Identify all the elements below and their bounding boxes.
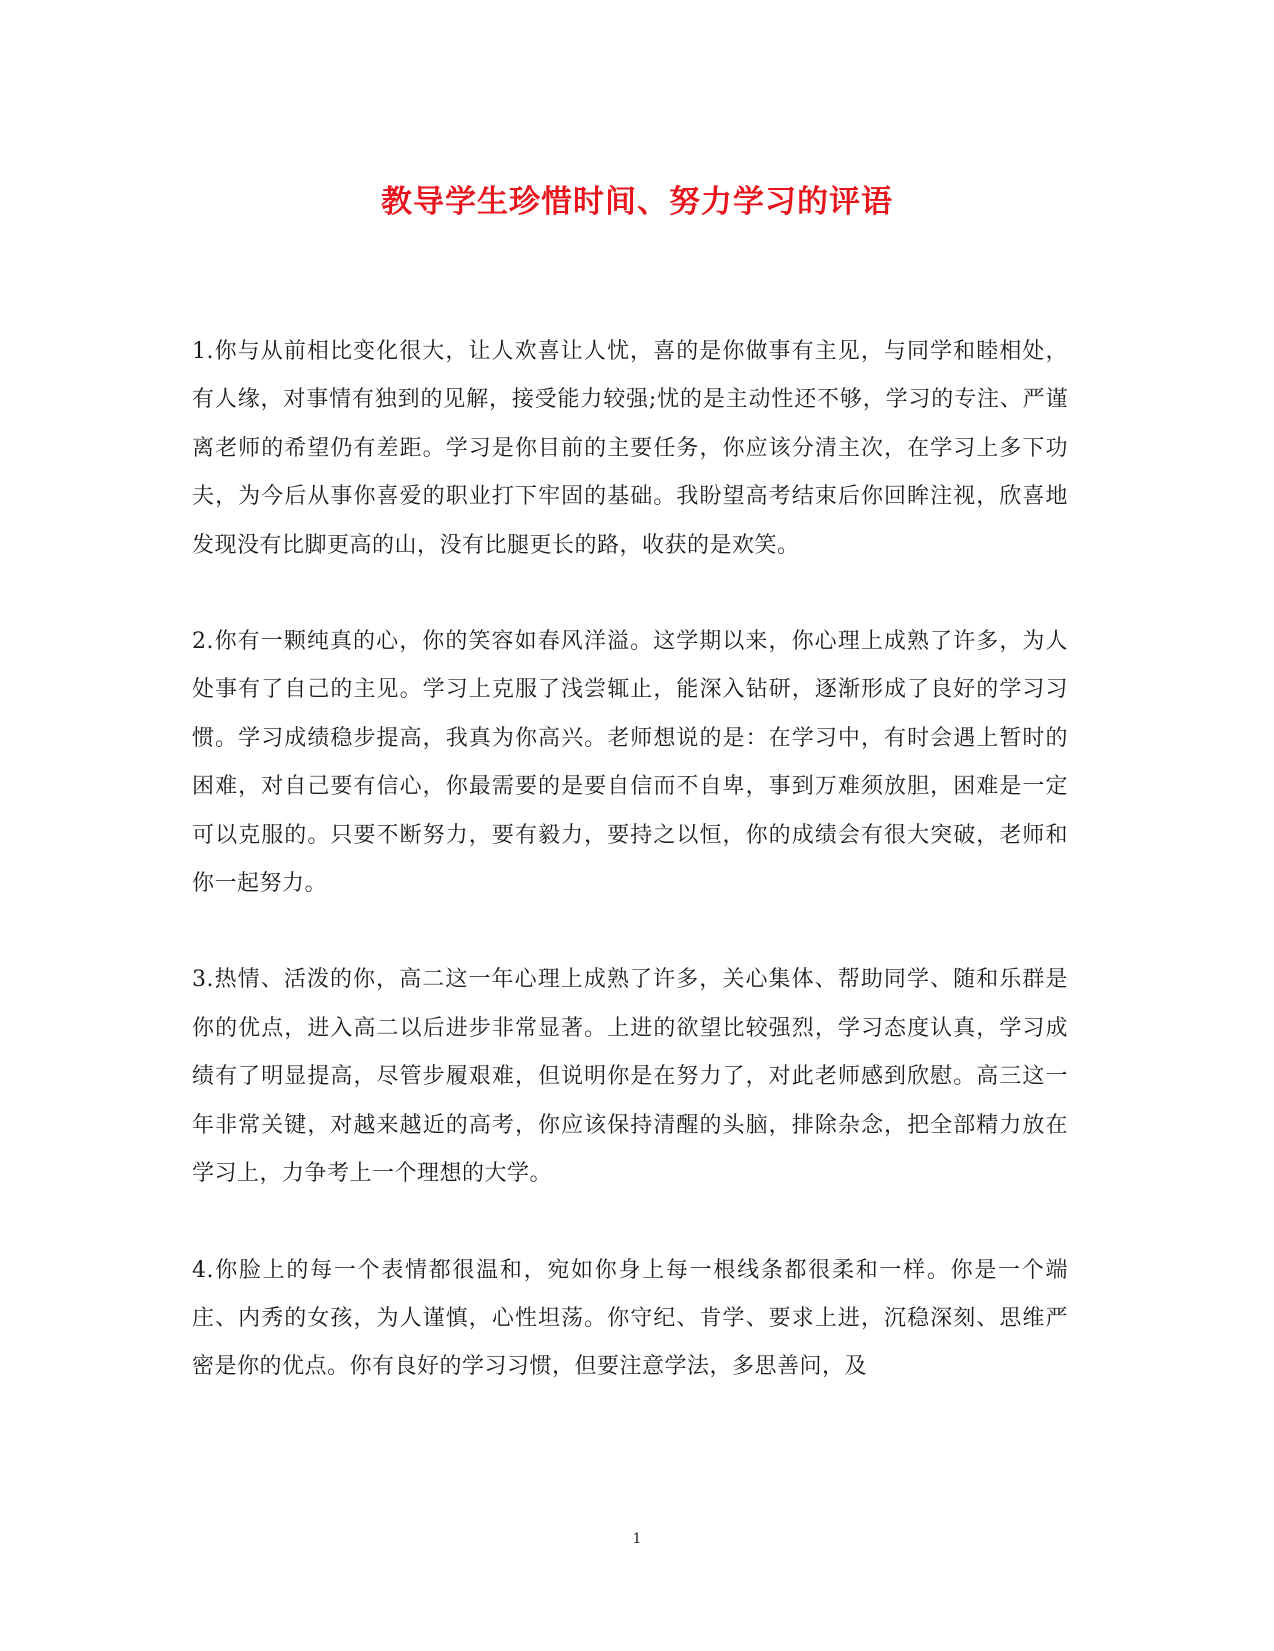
paragraph-4: 4.你脸上的每一个表情都很温和，宛如你身上每一根线条都很柔和一样。你是一个端庄、内秀的女孩，为人谨慎，心性坦荡。你守纪、肯学、要求上进，沉稳深刻、思维严密是你的优点。你有良好的学习习惯，但要注意学法，多思善问，及 xyxy=(192,1257,1068,1380)
paragraph-2: 2.你有一颗纯真的心，你的笑容如春风洋溢。这学期以来，你心理上成熟了许多，为人处事有了自己的主见。学习上克服了浅尝辄止，能深入钻研，逐渐形成了良好的学习习惯。学习成绩稳步提高，我真为你高兴。老师想说的是：在学习中，有时会遇上暂时的困难，对自己要有信心，你最需要的是要自信而不自卑，事到万难须放胆，困难是一定可以克服的。只要不断努力，要有毅力，要持之以恒，你的成绩会有很大突破，老师和你一起努力。 xyxy=(192,629,1068,897)
paragraph-3: 3.热情、活泼的你，高二这一年心理上成熟了许多，关心集体、帮助同学、随和乐群是你的优点，进入高二以后进步非常显著。上进的欲望比较强烈，学习态度认真，学习成绩有了明显提高，尽管步履艰难，但说明你是在努力了，对此老师感到欣慰。高三这一年非常关键，对越来越近的高考，你应该保持清醒的头脑，排除杂念，把全部精力放在学习上，力争考上一个理想的大学。 xyxy=(192,967,1068,1187)
page-number: 1 xyxy=(632,1531,642,1547)
paragraph-1: 1.你与从前相比变化很大，让人欢喜让人忧，喜的是你做事有主见，与同学和睦相处，有人缘，对事情有独到的见解，接受能力较强;忧的是主动性还不够，学习的专注、严谨离老师的希望仍有差距。学习是你目前的主要任务，你应该分清主次，在学习上多下功夫，为今后从事你喜爱的职业打下牢固的基础。我盼望高考结束后你回眸注视，欣喜地发现没有比脚更高的山，没有比腿更长的路，收获的是欢笑。 xyxy=(192,339,1068,558)
document-body xyxy=(192,328,1068,1440)
document-title: 教导学生珍惜时间、努力学习的评语 xyxy=(381,184,893,220)
